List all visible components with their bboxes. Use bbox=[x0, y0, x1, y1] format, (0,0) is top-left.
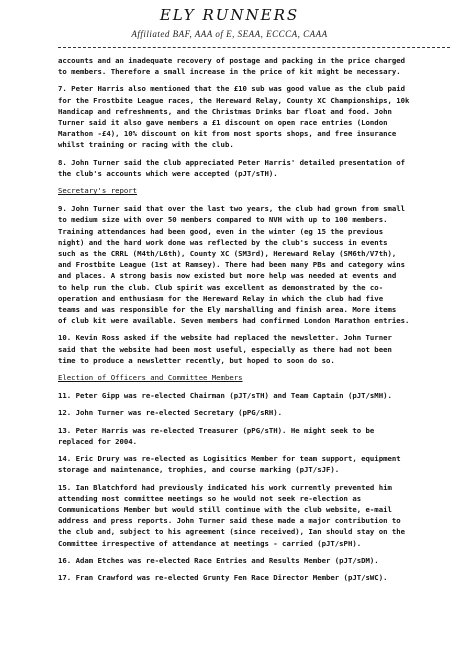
paragraph-16: 16. Adam Etches was re-elected Race Entries and Results Member (pJT/sDM). bbox=[58, 555, 379, 565]
affiliations-subtitle: Affiliated BAF, AAA of E, SEAA, ECCCA, CAAA bbox=[131, 29, 328, 39]
paragraph-11: 11. Peter Gipp was re-elected Chairman (pJT/sTH) and Team Captain (pJT/sMH). bbox=[58, 391, 392, 401]
club-title: ELY RUNNERS bbox=[159, 6, 300, 24]
paragraph-9: 9. John Turner said that over the last two years, the club had grown from small to medium size with over 50 members compared to NVH with up to 100 members. Training attendances had been good, even in the winter (eg 15 the previous night) and the hard work done was reflected by the club's success in events such as the CRRL (M4th/L6th), County XC (SM3rd), Hereward Relay (SM6th/V7th), and Frostbite League (1st at Ramsey). There had been many PBs and category wins and places. A strong basis now existed but more help was needed at events and to help run the club. Club spirit was excellent as demonstrated by the co- operation and enthusiasm for the Hereward Relay in which the club had five teams and was responsible for the Ely marshalling and finish area. More items of club kit were available. Seven members had confirmed London Marathon entries. bbox=[58, 204, 410, 326]
secretary-report-heading: Secretary's report bbox=[58, 186, 138, 196]
paragraph-10: 10. Kevin Ross asked if the website had replaced the newsletter. John Turner said that the website had been most useful, especially as there had not been time to produce a newsletter recently, but hoped to soon do so. bbox=[58, 333, 392, 365]
election-heading: Election of Officers and Committee Members bbox=[58, 373, 243, 383]
paragraph-13: 13. Peter Harris was re-elected Treasurer (pPG/sTH). He might seek to be replaced for 2004. bbox=[58, 425, 375, 446]
paragraph-14: 14. Eric Drury was re-elected as Logisitics Member for team support, equipment storage and maintenance, trophies, and course marking (pJT/sJF). bbox=[58, 454, 401, 475]
paragraph-17: 17. Fran Crawford was re-elected Grunty Fen Race Director Member (pJT/sWC). bbox=[58, 572, 388, 582]
paragraph-intro: accounts and an inadequate recovery of postage and packing in the price charged to members. Therefore a small increase in the price of kit might be necessary. bbox=[58, 56, 406, 77]
paragraph-8: 8. John Turner said the club appreciated Peter Harris' detailed presentation of the club's accounts which were accepted (pJT/sTH). bbox=[58, 157, 406, 178]
minutes-body bbox=[58, 55, 458, 589]
paragraph-15: 15. Ian Blatchford had previously indicated his work currently prevented him attending most committee meetings so he would not seek re-election as Communications Member but would still continue with the club website, e-mail address and press reports. John Turner said these made a major contribution to the club and, subject to his agreement (since received), Ian should stay on the Committee irrespective of attendance at meetings - carried (pJT/sPH). bbox=[58, 482, 406, 548]
paragraph-7: 7. Peter Harris also mentioned that the £10 sub was good value as the club paid for the Frostbite League races, the Hereward Relay, County XC Championships, 10k Handicap and refreshments, and the Christmas Drinks bar float and food. John Turner said it also gave members a £1 discount on open race entries (London Marathon -£4), 10% discount on kit from most sports shops, and free insurance whilst training or racing with the club. bbox=[58, 84, 410, 150]
header-divider bbox=[58, 47, 450, 48]
paragraph-12: 12. John Turner was re-elected Secretary (pPG/sRH). bbox=[58, 408, 283, 418]
